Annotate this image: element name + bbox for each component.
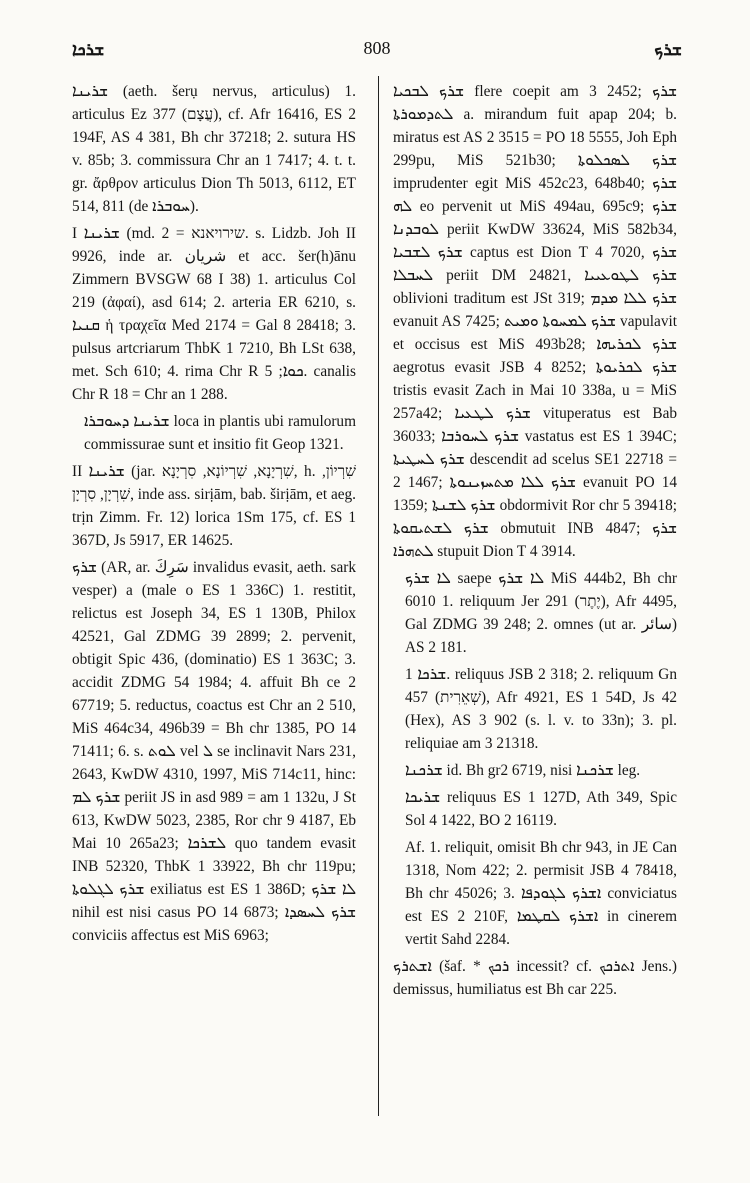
column-divider <box>378 76 379 1116</box>
page-number: 808 <box>363 38 391 58</box>
entry-sharika: ܫܪܝܟܐ reliquus ES 1 127D, Ath 349, Spic Sol 4 1422, BO 2 16119. <box>405 789 677 829</box>
entry-sharyana-articulus: ܫܪܝܢܐ (aeth. šerụ nervus, articulus) 1. articulus Ez 377 (עֲצָם), cf. Afr 16416, ES 2 194F, AS 4 381, Bh chr 37218; 2. sutura HS v. 85b; 3. commissura Chr an 1 7417; 4. t. t. gr. ἄρθρον articulus Dion Th 5013, 6112, ET 514, 811 (de ܚܘܒܪܐ). <box>72 83 356 215</box>
header-left-keyword: ܫܪܟܐ <box>72 40 105 59</box>
entry-eshtarak: ܐܫܬܪܟ (šaf. * ܪܟܟ incessit? cf. ܐܬܪܟܟ Jens.) demissus, humiliatus est Bh car 225. <box>393 958 677 998</box>
entry-sharyana-i: I ܫܪܝܢܐ (md. שירויאנא = 2. s. Lidzb. Joh II 9926, inde ar. شريان et acc. šer(h)ānu Zimmern BVSGW 68 I 38) 1. articulus Col 219 (ἀφαί), asd 614; 2. arteria ER 6210, s. ܩܢܝܐ ἡ τραχεῖα Med 2174 = Gal 8 28418; 3. pulsus artcriarum ThbK 1 7210, Bh LSt 638, met. Sch 610; 4. rima Chr R ܟܘܐ; 5. canalis Chr R 18 = Chr an 1 288. <box>72 225 357 403</box>
right-column <box>393 80 677 1005</box>
left-column <box>72 80 356 951</box>
entry-sharkana: ܫܪܟܢܐ id. Bh gr2 6719, nisi ܫܪܟܢܐ leg. <box>405 762 641 779</box>
entry-sharka: ܫܪܟܐ 1. reliquus JSB 2 318; 2. reliquum Gn 457 (שְׁאֵרִית), Afr 4921, ES 1 54D, Js 42 (Hex), AS 3 902 (s. l. v. to 33n); 3. pl. reliquiae am 3 21318. <box>405 666 678 752</box>
entry-shar-ka: ܠܐ ܫܪܟ saepe ܠܐ ܫܪܟ MiS 444b2, Bh chr 6010 1. reliquum Jer 291 (יֶתֶר), Afr 4495, Gal ZDMG 39 248; 2. omnes (ut ar. سائر) AS 2 181. <box>405 570 678 656</box>
entry-sharyana-ii: II ܫܪܝܢܐ (jar. שִׁרְיָנָא, שִׁרְיוֹנָא, סִרְיָנָא, h. שִׁרְיוֹן, שִׁרְיָן, סִרְיָן, inde ass. sirịām, bab. širịām, et aeg. trịn Zimm. Fr. 12) lorica 1Sm 175, cf. ES 1 367D, Js 5917, ER 14625. <box>72 463 356 549</box>
entry-sharyana-plants: ܫܪܝܢܐ ܕܚܘܒܪܐ loca in plantis ubi ramulorum commissurae sunt et insitio fit Geop 1321. <box>84 413 356 453</box>
entry-sherak-verb: ܫܪܟ (AR, ar. سَرِكَ invalidus evasit, aeth. sark vesper) a (male o ES 1 336C) 1. restitit, relictus est Joseph 34, ES 1 130B, Philox 42521, Gal ZDMG 39 2899; 2. pervenit, obtigit Spic 436, (dominatio) ES 1 363C; 3. accidit ZDMG 54 1984; 4. affuit Bh ce 2 67719; 5. reductus, coactus est Chr an 2 510, MiS 464c34, 496b39 = Bh chr 1385, PO 14 71411; 6. s. ܠܘܬ vel ܠ se inclinavit Nars 231, 2643, KwDW 4310, 1997, MiS 714c11, hinc: ܫܪܟ ܠܡ periit JS in asd 989 = am 1 132u, J St 613, KwDW 5023, 2385, Ror chr 9 4187, Eb Mai 10 265a23; ܠܫܪܟܐ quo tandem evasit INB 52320, ThbK 1 33922, Bh chr 119pu; ܫܪܟ ܠܓܠܘܬܐ exiliatus est ES 1 386D; ܠܐ ܫܪܟ nihil est nisi casus PO 14 6873; ܫܪܟ ܠܚܣܕܐ conviciis affectus est MiS 6963; <box>72 559 357 944</box>
page-header <box>72 40 682 64</box>
header-right-keyword: ܫܪܟ <box>654 40 682 59</box>
entry-sherak-continued: ܫܪܟ ܠܒܟܝܐ flere coepit am 3 2452; ܫܪܟ ܠܬܕܡܘܪܬܐ a. mirandum fuit apap 204; b. miratus est AS 2 3515 = PO 18 5555, Joh Eph 299pu, MiS 521b30; ܫܪܟ ܠܣܟܠܘܬܐ imprudenter egit MiS 452c23, 648b40; ܫܪܟ ܠܗ eo pervenit ut MiS 494au, 695c9; ܫܪܟ ܠܘܒܕܢܐ periit KwDW 33624, MiS 582b34, ܫܪܟ ܠܫܒܝܐ captus est Dion T 4 7020, ܫܪܟ ܠܚܒܠܐ periit DM 24821, ܫܪܟ ܠܛܘܥܝܝܐ oblivioni traditum est JSt 319; ܫܪܟ ܠܠܐ ܡܕܡ evanuit AS 7425; ܫܪܟ ܠܡܚܘܬܐ ܘܡܝܬ vapulavit et occisus est MiS 493b28; ܫܪܟ ܠܟܪܝܗܐ aegrotus evasit JSB 4 8252; ܫܪܟ ܠܟܪܝܘܬܐ tristis evasit Zach in Mai 10 338a, u = MiS 257a42; ܫܪܟ ܠܛܥܝܐ vituperatus est Bab 36033; ܫܪܟ ܠܚܘܪܒܐ vastatus est ES 1 394C; ܫܪܟ ܠܚܛܝܬܐ descendit ad scelus SE1 22718 = 2 1467; ܫܪܟ ܠܠܐ ܡܬܚܙܝܢܘܬܐ evanuit PO 14 1359; ܫܪܟ ܠܫܢܬܐ obdormivit Ror chr 5 39418; ܫܪܟ ܠܫܬܝܩܘܬܐ obmutuit INB 4847; ܫܪܟ ܠܬܗܪܐ stupuit Dion T 4 3914. <box>393 83 678 560</box>
entry-af: Af. 1. reliquit, omisit Bh chr 943, in JE Can 1318, Nom 422; 2. permisit JSB 4 78418, Bh chr 45026; 3. ܐܫܪܟ ܠܓܘܕܦܐ conviciatus est ES 2 210F, ܐܫܪܟ ܠܩܛܡܐ in cinerem vertit Sahd 2284. <box>405 839 677 948</box>
